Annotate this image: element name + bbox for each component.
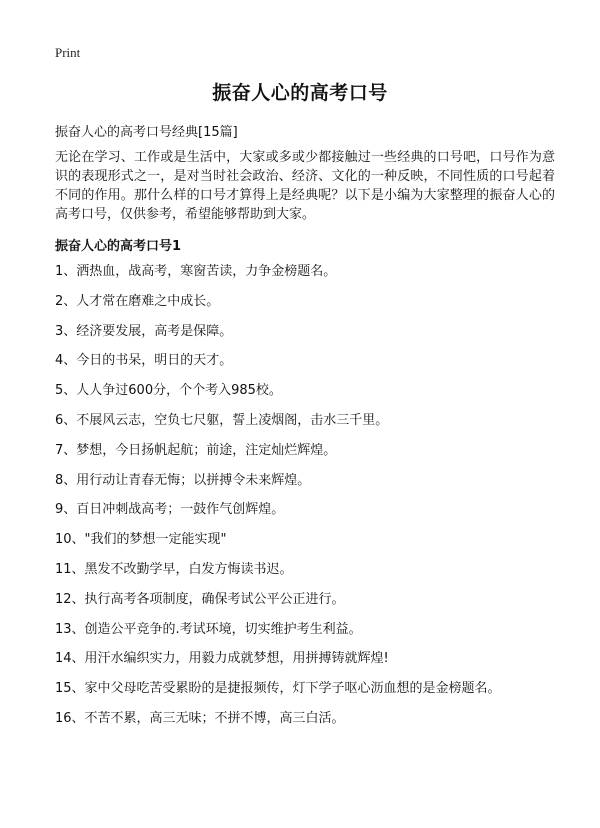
list-item: 4、今日的书呆，明日的天才。: [55, 353, 233, 369]
list-item: 10、"我们的梦想一定能实现": [55, 532, 227, 548]
list-item: 5、人人争过600分，个个考入985校。: [55, 383, 282, 399]
intro-paragraph: 无论在学习、工作或是生活中，大家或多或少都接触过一些经典的口号吧，口号作为意识的表现形式之一，是对当时社会政治、经济、文化的一种反映，不同性质的口号起着不同的作用。那什么样的口号才算得上是经典呢？以下是小编为大家整理的振奋人心的高考口号，仅供参考，希望能够帮助到大家。: [55, 150, 555, 222]
list-item: 1、洒热血，战高考，寒窗苦读，力争金榜题名。: [55, 264, 337, 279]
article-subtitle: 振奋人心的高考口号经典[15篇]: [55, 125, 238, 140]
list-item: 13、创造公平竞争的.考试环境，切实维护考生利益。: [55, 621, 362, 637]
section-heading: 振奋人心的高考口号1: [55, 239, 182, 254]
list-item: 3、经济要发展，高考是保障。: [55, 323, 233, 339]
list-item: 2、人才常在磨难之中成长。: [55, 293, 220, 309]
list-item: 14、用汗水编织实力，用毅力成就梦想，用拼搏铸就辉煌!: [55, 651, 389, 667]
list-item: 8、用行动让青春无悔；以拼搏令未来辉煌。: [55, 472, 311, 488]
list-item: 11、黑发不改勤学早，白发方悔读书迟。: [55, 561, 293, 577]
list-item: 9、百日冲刺战高考；一鼓作气创辉煌。: [55, 502, 285, 518]
page-title: 振奋人心的高考口号: [212, 82, 388, 104]
list-item: 6、不展风云志，空负七尺躯，誓上凌烟阁，击水三千里。: [55, 412, 389, 428]
slogan-list: [55, 262, 555, 739]
list-item: 16、不苦不累，高三无味；不拼不博，高三白活。: [55, 710, 345, 726]
list-item: 7、梦想，今日扬帆起航；前途，注定灿烂辉煌。: [55, 442, 337, 458]
list-item: 15、家中父母吃苦受累盼的是捷报频传，灯下学子呕心沥血想的是金榜题名。: [55, 681, 501, 697]
print-link[interactable]: Print: [55, 45, 81, 60]
list-item: 12、执行高考各项制度，确保考试公平公正进行。: [55, 591, 345, 607]
